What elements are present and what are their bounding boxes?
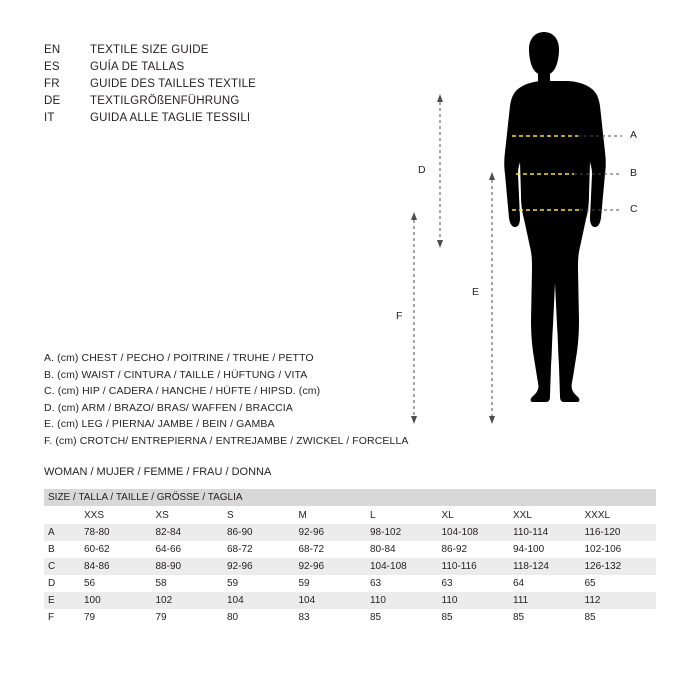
- cell-f-xs: 79: [156, 609, 228, 626]
- cell-c-xxs: 84-86: [84, 558, 156, 575]
- dimension-arrowheads: [411, 94, 495, 424]
- cell-d-xs: 58: [156, 575, 228, 592]
- cell-c-xs: 88-90: [156, 558, 228, 575]
- female-silhouette: [504, 32, 606, 402]
- diagram-label-c: C: [630, 203, 638, 215]
- cell-d-xxl: 64: [513, 575, 585, 592]
- cell-c-xl: 110-116: [442, 558, 514, 575]
- cell-a-xxl: 110-114: [513, 524, 585, 541]
- row-label-e: E: [44, 592, 84, 609]
- cell-b-xxxl: 102-106: [585, 541, 657, 558]
- row-label-f: F: [44, 609, 84, 626]
- row-label-d: D: [44, 575, 84, 592]
- table-row-sizes: [44, 506, 656, 524]
- size-header-m: M: [299, 506, 371, 524]
- cell-e-xxs: 100: [84, 592, 156, 609]
- cell-d-m: 59: [299, 575, 371, 592]
- title-lang-en: EN: [44, 44, 61, 56]
- title-text-fr: GUIDE DES TAILLES TEXTILE: [90, 78, 257, 90]
- cell-b-xs: 64-66: [156, 541, 228, 558]
- title-text-es: GUÍA DE TALLAS: [90, 61, 185, 73]
- cell-f-xl: 85: [442, 609, 514, 626]
- body-measurement-diagram: [396, 24, 668, 444]
- cell-c-xxxl: 126-132: [585, 558, 657, 575]
- title-lang-de: DE: [44, 95, 61, 107]
- cell-c-m: 92-96: [299, 558, 371, 575]
- title-row: [44, 78, 256, 95]
- cell-b-s: 68-72: [227, 541, 299, 558]
- size-header-xxxl: XXXL: [585, 506, 657, 524]
- cell-a-xs: 82-84: [156, 524, 228, 541]
- cell-a-l: 98-102: [370, 524, 442, 541]
- cell-e-xxxl: 112: [585, 592, 657, 609]
- table-row: [44, 524, 656, 541]
- legend-item-a: A. (cm) CHEST / PECHO / POITRINE / TRUHE / PETTO: [44, 352, 314, 364]
- size-header-xxl: XXL: [513, 506, 585, 524]
- table-row: [44, 592, 656, 609]
- cell-b-xxs: 60-62: [84, 541, 156, 558]
- title-lang-es: ES: [44, 61, 60, 73]
- title-row: [44, 112, 256, 129]
- size-header-l: L: [370, 506, 442, 524]
- row-label-c: C: [44, 558, 84, 575]
- cell-f-m: 83: [299, 609, 371, 626]
- cell-c-s: 92-96: [227, 558, 299, 575]
- title-row: [44, 44, 256, 61]
- cell-f-s: 80: [227, 609, 299, 626]
- cell-e-l: 110: [370, 592, 442, 609]
- table-row: [44, 609, 656, 626]
- cell-f-xxxl: 85: [585, 609, 657, 626]
- dimension-lines: [414, 96, 492, 422]
- title-block: [44, 44, 256, 129]
- cell-c-xxl: 118-124: [513, 558, 585, 575]
- size-header-xxs: XXS: [84, 506, 156, 524]
- title-lang-it: IT: [44, 112, 55, 124]
- size-header-s: S: [227, 506, 299, 524]
- cell-d-s: 59: [227, 575, 299, 592]
- cell-a-xxxl: 116-120: [585, 524, 657, 541]
- cell-e-xs: 102: [156, 592, 228, 609]
- table-row: [44, 575, 656, 592]
- size-table: [44, 489, 656, 626]
- cell-d-l: 63: [370, 575, 442, 592]
- cell-b-l: 80-84: [370, 541, 442, 558]
- legend-item-b: B. (cm) WAIST / CINTURA / TAILLE / HÜFTUNG / VITA: [44, 368, 308, 381]
- title-lang-fr: FR: [44, 78, 60, 90]
- title-text-de: TEXTILGRÖßENFÜHRUNG: [90, 95, 240, 107]
- cell-a-xxs: 78-80: [84, 524, 156, 541]
- measurement-legend: [44, 352, 409, 451]
- title-row: [44, 61, 256, 78]
- cell-d-xxs: 56: [84, 575, 156, 592]
- size-header-xs: XS: [156, 506, 228, 524]
- cell-f-l: 85: [370, 609, 442, 626]
- diagram-label-f: F: [396, 310, 403, 322]
- table-header-row: [44, 489, 656, 506]
- cell-a-xl: 104-108: [442, 524, 514, 541]
- table-header-label: SIZE / TALLA / TAILLE / GRÖSSE / TAGLIA: [44, 489, 656, 506]
- table-row: [44, 558, 656, 575]
- cell-d-xxxl: 65: [585, 575, 657, 592]
- diagram-label-a: A: [630, 129, 638, 141]
- size-row-corner: [44, 506, 84, 524]
- cell-b-xl: 86-92: [442, 541, 514, 558]
- cell-e-xxl: 111: [513, 592, 585, 609]
- cell-f-xxs: 79: [84, 609, 156, 626]
- cell-a-m: 92-96: [299, 524, 371, 541]
- cell-e-xl: 110: [442, 592, 514, 609]
- legend-item-e: E. (cm) LEG / PIERNA/ JAMBE / BEIN / GAMBA: [44, 418, 275, 430]
- legend-item-c: C. (cm) HIP / CADERA / HANCHE / HÜFTE / HIPSD. (cm): [44, 385, 321, 397]
- size-header-xl: XL: [442, 506, 514, 524]
- cell-c-l: 104-108: [370, 558, 442, 575]
- diagram-label-e: E: [472, 286, 480, 298]
- cell-b-xxl: 94-100: [513, 541, 585, 558]
- cell-f-xxl: 85: [513, 609, 585, 626]
- diagram-label-b: B: [630, 167, 638, 179]
- cell-e-s: 104: [227, 592, 299, 609]
- legend-item-f: F. (cm) CROTCH/ ENTREPIERNA / ENTREJAMBE / ZWICKEL / FORCELLA: [44, 434, 409, 447]
- gender-label: WOMAN / MUJER / FEMME / FRAU / DONNA: [44, 466, 272, 478]
- row-label-b: B: [44, 541, 84, 558]
- table-row: [44, 541, 656, 558]
- title-row: [44, 95, 256, 112]
- row-label-a: A: [44, 524, 84, 541]
- cell-d-xl: 63: [442, 575, 514, 592]
- title-text-en: TEXTILE SIZE GUIDE: [90, 44, 209, 56]
- legend-item-d: D. (cm) ARM / BRAZO/ BRAS/ WAFFEN / BRACCIA: [44, 401, 293, 414]
- cell-e-m: 104: [299, 592, 371, 609]
- diagram-label-d: D: [418, 164, 426, 176]
- cell-a-s: 86-90: [227, 524, 299, 541]
- title-text-it: GUIDA ALLE TAGLIE TESSILI: [90, 112, 251, 124]
- cell-b-m: 68-72: [299, 541, 371, 558]
